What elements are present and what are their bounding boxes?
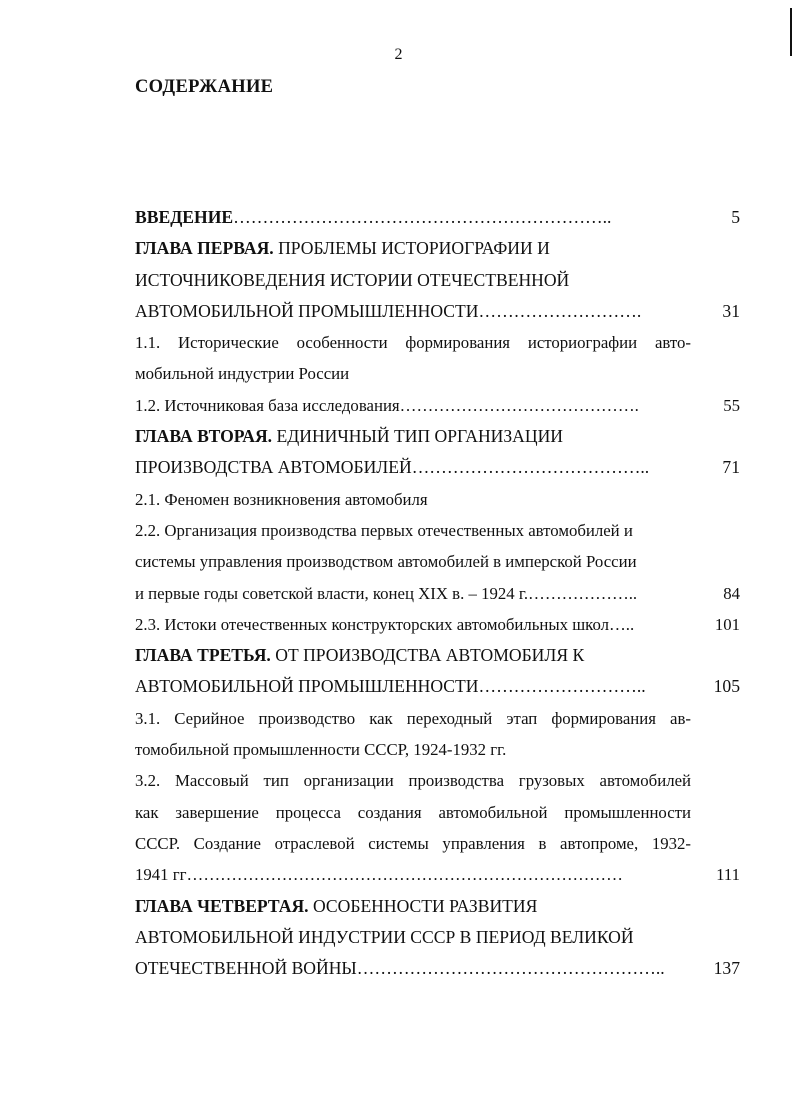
toc-section-title: мобильной индустрии России: [135, 364, 350, 384]
toc-page-number: 55: [723, 395, 740, 415]
toc-section-title: 1.1. Исторические особенности формирования историографии авто-: [135, 333, 691, 353]
toc-chapter-1-line-3: [135, 296, 740, 327]
toc-leader: …………………………………….: [399, 395, 639, 415]
toc-chapter-title: АВТОМОБИЛЬНОЙ ПРОМЫШЛЕННОСТИ: [135, 300, 479, 321]
toc-section-title: 2.2. Организация производства первых отечественных автомобилей и: [135, 520, 633, 540]
toc-section-3-2-line-1: [135, 765, 740, 796]
toc-page-number: 71: [722, 457, 740, 478]
toc-page-number: 101: [714, 614, 740, 634]
toc-page-number: 111: [716, 865, 740, 885]
toc-page-number: 5: [731, 207, 740, 227]
toc-section-title: томобильной промышленности СССР, 1924-1932 гг.: [135, 740, 507, 760]
toc-section-2-1: [135, 484, 740, 515]
toc-leader: ………………..: [528, 583, 638, 603]
toc-section-1-1-line-2: [135, 358, 740, 389]
toc-entry-title: ВВЕДЕНИЕ: [135, 207, 234, 227]
toc-leader: ……………………………………………..: [356, 958, 665, 979]
toc-section-1-1-line-1: [135, 327, 740, 358]
toc-section-2-2-line-3: [135, 578, 740, 609]
toc-page-number: 31: [722, 300, 740, 321]
table-of-contents: [135, 202, 740, 984]
toc-chapter-label: ГЛАВА ЧЕТВЕРТАЯ.: [135, 895, 309, 916]
toc-section-3-2-line-3: [135, 828, 740, 859]
toc-section-2-2-line-2: [135, 546, 740, 577]
toc-page-number: 105: [713, 676, 740, 697]
toc-leader: ………………………………………………………..: [233, 207, 612, 227]
toc-section-title: 2.3. Истоки отечественных конструкторских автомобильных школ: [135, 614, 609, 634]
toc-chapter-4-line-3: [135, 953, 740, 984]
toc-section-3-1-line-2: [135, 734, 740, 765]
toc-section-3-2-line-4: [135, 859, 740, 890]
toc-section-title: 2.1. Феномен возникновения автомобиля: [135, 489, 428, 509]
toc-section-3-1-line-1: [135, 703, 740, 734]
toc-chapter-4-line-2: [135, 922, 740, 953]
toc-chapter-title: ПРОИЗВОДСТВА АВТОМОБИЛЕЙ: [135, 457, 412, 478]
toc-section-2-2-line-1: [135, 515, 740, 546]
toc-chapter-label: ГЛАВА ПЕРВАЯ.: [135, 238, 274, 259]
toc-section-title: 1.2. Источниковая база исследования: [135, 395, 400, 415]
toc-chapter-title: АВТОМОБИЛЬНОЙ ПРОМЫШЛЕННОСТИ: [135, 676, 479, 697]
toc-page-number: 137: [713, 958, 740, 979]
toc-page-number: 84: [723, 583, 740, 603]
toc-section-title: 1941 гг: [135, 865, 187, 885]
page-number: 2: [394, 46, 403, 63]
toc-chapter-1-line-1: [135, 233, 740, 264]
toc-section-2-3: [135, 609, 740, 640]
toc-chapter-title: ОТЕЧЕСТВЕННОЙ ВОЙНЫ: [135, 958, 357, 979]
toc-chapter-label: ГЛАВА ТРЕТЬЯ.: [135, 645, 271, 666]
toc-leader: …………………………………..: [411, 457, 650, 478]
toc-chapter-title: ОСОБЕННОСТИ РАЗВИТИЯ: [308, 895, 538, 916]
toc-chapter-3-line-1: [135, 640, 740, 671]
toc-section-3-2-line-2: [135, 797, 740, 828]
toc-leader: ……………………….: [478, 300, 642, 321]
toc-section-title: 3.2. Массовый тип организации производства грузовых автомобилей: [135, 771, 691, 791]
toc-chapter-title: ПРОБЛЕМЫ ИСТОРИОГРАФИИ И: [273, 238, 550, 259]
toc-section-1-2: [135, 390, 740, 421]
toc-leader: ………………………..: [478, 676, 646, 697]
toc-chapter-label: ГЛАВА ВТОРАЯ.: [135, 426, 273, 447]
toc-section-title: как завершение процесса создания автомобильной промышленности: [135, 802, 691, 822]
toc-leader: ……………………………………………………………………: [186, 865, 623, 885]
toc-chapter-title: ИСТОЧНИКОВЕДЕНИЯ ИСТОРИИ ОТЕЧЕСТВЕННОЙ: [135, 269, 570, 290]
toc-chapter-2-line-2: [135, 452, 740, 483]
toc-chapter-4-line-1: [135, 891, 740, 922]
toc-chapter-title: ОТ ПРОИЗВОДСТВА АВТОМОБИЛЯ К: [270, 645, 585, 666]
toc-section-title: СССР. Создание отраслевой системы управления в автопроме, 1932-: [135, 833, 691, 853]
toc-chapter-1-line-2: [135, 265, 740, 296]
toc-chapter-3-line-2: [135, 671, 740, 702]
toc-chapter-title: ЕДИНИЧНЫЙ ТИП ОРГАНИЗАЦИИ: [272, 426, 563, 447]
toc-section-title: и первые годы советской власти, конец XIX в. – 1924 г.: [135, 583, 529, 603]
toc-section-title: системы управления производством автомобилей в имперской России: [135, 552, 637, 572]
toc-entry-introduction: [135, 202, 740, 233]
toc-section-title: 3.1. Серийное производство как переходный этап формирования ав-: [135, 708, 691, 728]
toc-leader: …..: [609, 614, 635, 634]
toc-chapter-2-line-1: [135, 421, 740, 452]
page-title: СОДЕРЖАНИЕ: [135, 77, 274, 97]
toc-chapter-title: АВТОМОБИЛЬНОЙ ИНДУСТРИИ СССР В ПЕРИОД ВЕЛИКОЙ: [135, 926, 634, 947]
